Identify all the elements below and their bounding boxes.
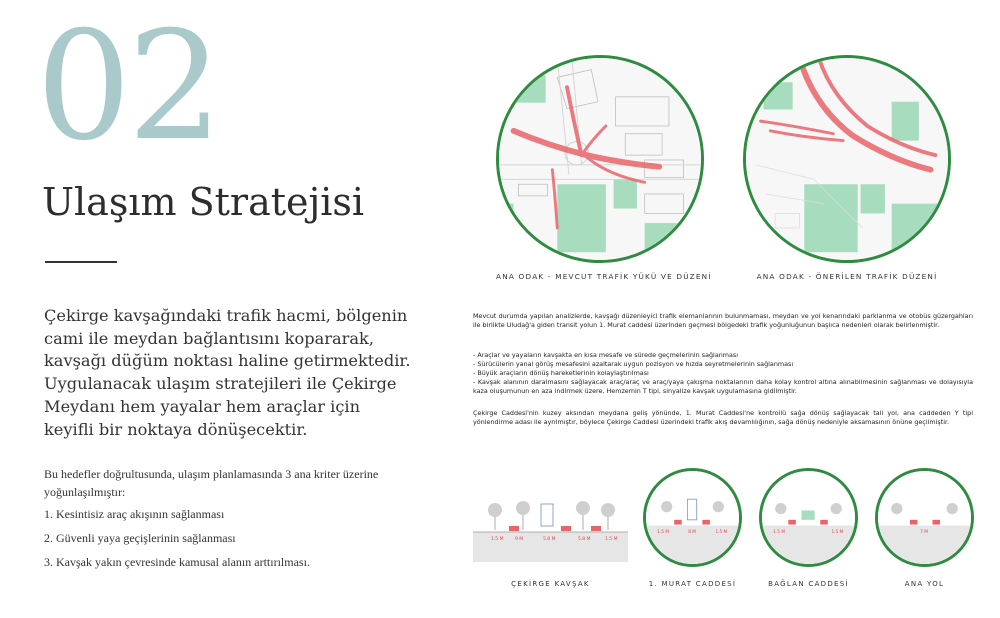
baglan-dim-2: 1.5 M — [831, 529, 844, 534]
current-traffic-map — [496, 55, 704, 263]
cekirge-caption: ÇEKİRGE KAVŞAK — [511, 580, 590, 588]
murat-section-drawing — [646, 471, 739, 564]
section-baglan-caddesi — [759, 468, 858, 567]
proposed-traffic-drawing — [746, 58, 948, 260]
section-murat-caddesi — [643, 468, 742, 567]
bullet-2: - Sürücülerin yanal görüş mesafesini azaltarak uygun pozisyon ve hızda seyretmelerinin sağlanması — [473, 360, 794, 368]
current-map-caption: ANA ODAK - MEVCUT TRAFİK YÜKÜ VE DÜZENİ — [496, 272, 712, 281]
section-ana-yol — [875, 468, 974, 567]
criterion-1: 1. Kesintisiz araç akışının sağlanması — [44, 507, 225, 521]
bullet-1: - Araçlar ve yayaların kavşakta en kısa mesafe ve sürede geçmelerinin sağlanması — [473, 351, 739, 359]
murat-dim-2: 8 M — [688, 529, 696, 534]
cekirge-dim-4: 5.8 M — [578, 537, 591, 542]
cekirge-dim-2: 9 M — [515, 537, 524, 542]
current-traffic-drawing — [499, 58, 701, 260]
anayol-caption: ANA YOL — [904, 580, 945, 588]
page-title: Ulaşım Stratejisi — [42, 180, 365, 224]
baglan-section-drawing — [762, 471, 855, 564]
section-number: 02 — [36, 0, 219, 174]
proposed-traffic-map — [743, 55, 951, 263]
criterion-2: 2. Güvenli yaya geçişlerinin sağlanması — [44, 531, 236, 545]
bullet-4: - Kavşak alanının daralmasını sağlayacak araç/araç ve araç/yaya çakışma noktalarının daha kolay kontrol altına alınabilmesinin sağlanması ve dolayısıyla kaza oluşumunun en aza indirmek üzere, Hemzemin T tipi, sinyalize kavşak uygulamasına gidilmiştir. — [473, 378, 973, 395]
criterion-3: 3. Kavşak yakın çevresinde kamusal alanın arttırılması. — [44, 555, 310, 569]
murat-caption: 1. MURAT CADDESİ — [648, 580, 737, 588]
cekirge-dim-5: 1.5 M — [605, 537, 618, 542]
analysis-paragraph: Mevcut durumda yapılan analizlerde, kavşağı düzenleyici trafik elemanlarının bulunmaması, meydan ve yol kenarındaki parklanma ve otobüs güzergahları ile birlikte Uludağ'a giden transit yolun 1. Murat caddesi üzerinden geçmesi bölgedeki trafik yoğunluğunun başlıca nedenleri olarak belirlenmiştir. — [473, 312, 973, 329]
section-cekirge-kavsak — [473, 472, 628, 562]
proposed-map-caption: ANA ODAK - ÖNERİLEN TRAFİK DÜZENİ — [756, 272, 938, 281]
junction-paragraph: Çekirge Caddesi'nin kuzey aksından meydana geliş yönünde, 1. Murat Caddesi'ne kontrollü sağa dönüş sağlayacak tali yol, ana caddeden Y tipi yönlendirme adası ile ayrılmıştır, böylece Çekirge Caddesi üzerindeki trafik akış devamlılığının, sağa dönüş nedeniyle aksamasının önüne geçilmiştir. — [473, 409, 973, 426]
title-divider — [45, 261, 117, 263]
murat-dim-3: 1.5 M — [715, 529, 728, 534]
criteria-intro: Bu hedefler doğrultusunda, ulaşım planlamasında 3 ana kriter üzerine yoğunlaşılmıştır: — [44, 467, 379, 499]
cekirge-dim-1: 1.5 M — [491, 537, 504, 542]
baglan-dim-1: 1.5 M — [773, 529, 785, 534]
bullet-3: - Büyük araçların dönüş hareketlerinin kolaylaştırılması — [473, 369, 649, 377]
cekirge-section-drawing — [473, 472, 628, 562]
anayol-section-drawing — [878, 471, 971, 564]
anayol-dim-1: 7 M — [920, 529, 928, 534]
baglan-caption: BAĞLAN CADDESİ — [768, 580, 849, 588]
murat-dim-1: 1.5 M — [657, 529, 669, 534]
lead-paragraph: Çekirge kavşağındaki trafik hacmi, bölgenin cami ile meydan bağlantısını kopararak, kavşağı düğüm noktası haline getirmektedir. Uygulanacak ulaşım stratejileri ile Çekirge Meydanı hem yayalar hem araçlar için keyifli bir noktaya dönüşecektir. — [44, 306, 411, 439]
cekirge-dim-3: 5.8 M — [543, 537, 556, 542]
